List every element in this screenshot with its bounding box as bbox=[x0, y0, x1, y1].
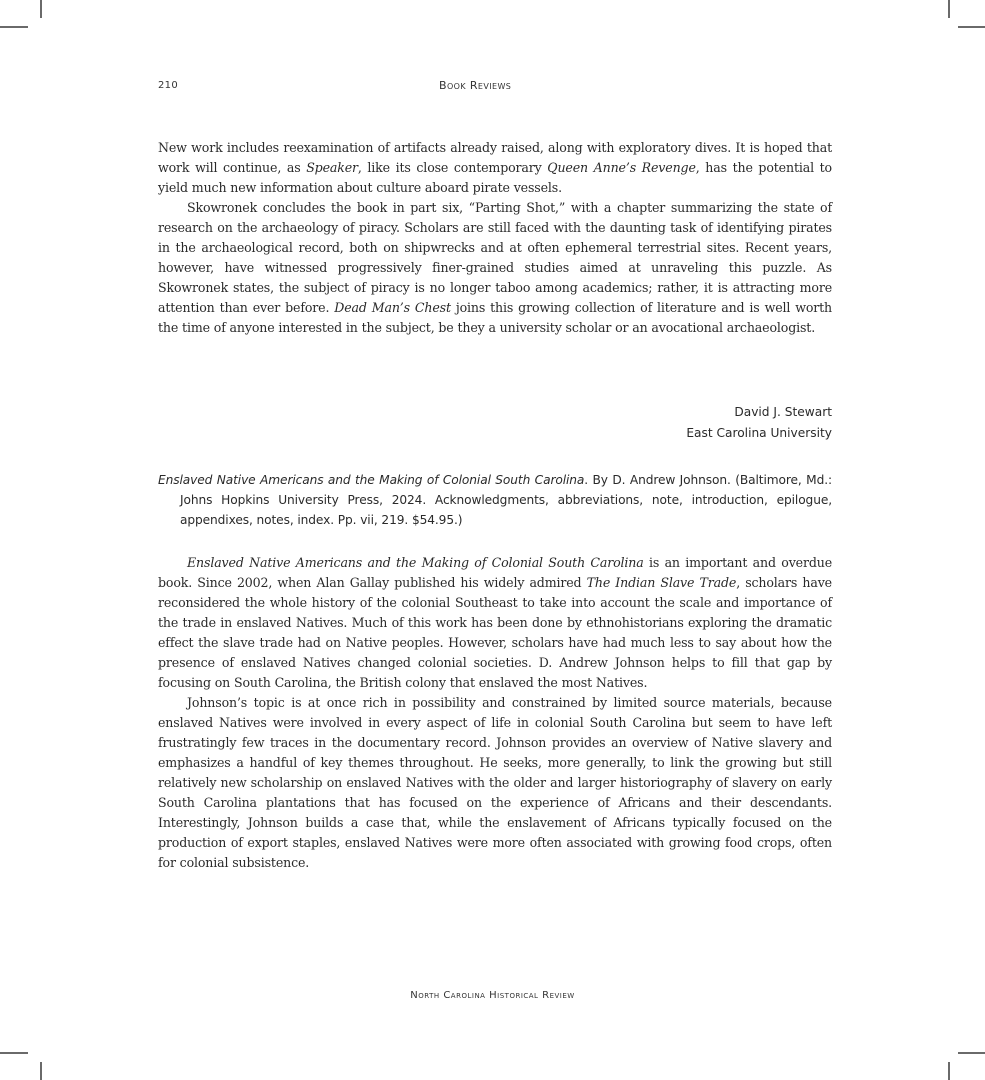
section-title: Book Reviews bbox=[439, 79, 512, 92]
paragraph bbox=[158, 693, 832, 873]
paragraph bbox=[158, 553, 832, 693]
italic-title: The Indian Slave Trade bbox=[586, 575, 737, 590]
text-run: joins this growing collection of literature and is well worth the time of anyone interested in the subject, be they a university scholar or an avocational archaeologist. bbox=[158, 300, 833, 335]
journal-footer: North Carolina Historical Review bbox=[410, 990, 575, 1001]
running-head bbox=[158, 80, 832, 94]
book-citation bbox=[158, 470, 832, 530]
italic-title: Dead Man’s Chest bbox=[334, 300, 451, 315]
text-run: , scholars have reconsidered the whole history of the colonial Southeast to take into account the scale and importance of the trade in enslaved Natives. Much of this work has been done by ethnohistorians exploring the dramatic effect the slave trade had on Native peoples. However, scholars have had much less to say about how the presence of enslaved Natives changed colonial societies. D. Andrew Johnson helps to fill that gap by focusing on South Carolina, the British colony that enslaved the most Natives. bbox=[158, 575, 832, 690]
crop-mark-bottom-right-vertical bbox=[948, 1062, 950, 1080]
reviewer-institution: East Carolina University bbox=[686, 426, 832, 440]
text-run: Johnson’s topic is at once rich in possibility and constrained by limited source materials, because enslaved Natives were involved in every aspect of life in colonial South Carolina but seem to have left frustratingly few traces in the documentary record. Johnson provides an overview of Native slavery and emphasizes a handful of key themes throughout. He seeks, more generally, to link the growing but still relatively new scholarship on enslaved Natives with the older and larger historiography of slavery on early South Carolina plantations that has focused on the experience of Africans and their descendants. Interestingly, Johnson builds a case that, while the enslavement of Africans typically focused on the production of export staples, enslaved Natives were more often associated with growing food crops, often for colonial subsistence. bbox=[158, 695, 832, 870]
crop-mark-top-right-vertical bbox=[948, 0, 950, 18]
book-title: Enslaved Native Americans and the Making of Colonial South Carolina bbox=[158, 473, 585, 487]
italic-title: Enslaved Native Americans and the Making of Colonial South Carolina bbox=[187, 555, 644, 570]
crop-mark-top-left-horizontal bbox=[0, 26, 28, 28]
crop-mark-bottom-right-horizontal bbox=[958, 1052, 985, 1054]
text-run: , like its close contemporary bbox=[357, 160, 548, 175]
crop-mark-top-right-horizontal bbox=[958, 26, 985, 28]
paragraph bbox=[158, 138, 832, 198]
review-2-body bbox=[158, 553, 832, 873]
italic-title: Speaker bbox=[306, 160, 358, 175]
paragraph bbox=[158, 198, 832, 338]
review-1-body bbox=[158, 138, 832, 338]
crop-mark-bottom-left-vertical bbox=[40, 1062, 42, 1080]
page-number: 210 bbox=[158, 80, 178, 91]
italic-title: Queen Anne’s Revenge bbox=[547, 160, 696, 175]
text-run: is an important and overdue book. Since 2002, when Alan Gallay published his widely admired bbox=[158, 555, 833, 590]
text-run: Skowronek concludes the book in part six, “Parting Shot,” with a chapter summarizing the state of research on the archaeology of piracy. Scholars are still faced with the daunting task of identifying pirates in the archaeological record, both on shipwrecks and at often ephemeral terrestrial sites. Recent years, however, have witnessed progressively finer-grained studies aimed at unraveling this puzzle. As Skowronek states, the subject of piracy is no longer taboo among academics; rather, it is attracting more attention than ever before. bbox=[158, 200, 832, 315]
text-run: , has the potential to yield much new information about culture aboard pirate vessels. bbox=[158, 160, 832, 195]
text-run: New work includes reexamination of artifacts already raised, along with exploratory dives. It is hoped that work will continue, as bbox=[158, 140, 832, 175]
crop-mark-bottom-left-horizontal bbox=[0, 1052, 28, 1054]
crop-mark-top-left-vertical bbox=[40, 0, 42, 18]
reviewer-name: David J. Stewart bbox=[734, 405, 832, 419]
book-details: . By D. Andrew Johnson. (Baltimore, Md.: Johns Hopkins University Press, 2024. Acknowledgments, abbreviations, note, introduction, epilogue, appendixes, notes, index. Pp. vii, 219. $54.95.) bbox=[180, 473, 832, 527]
